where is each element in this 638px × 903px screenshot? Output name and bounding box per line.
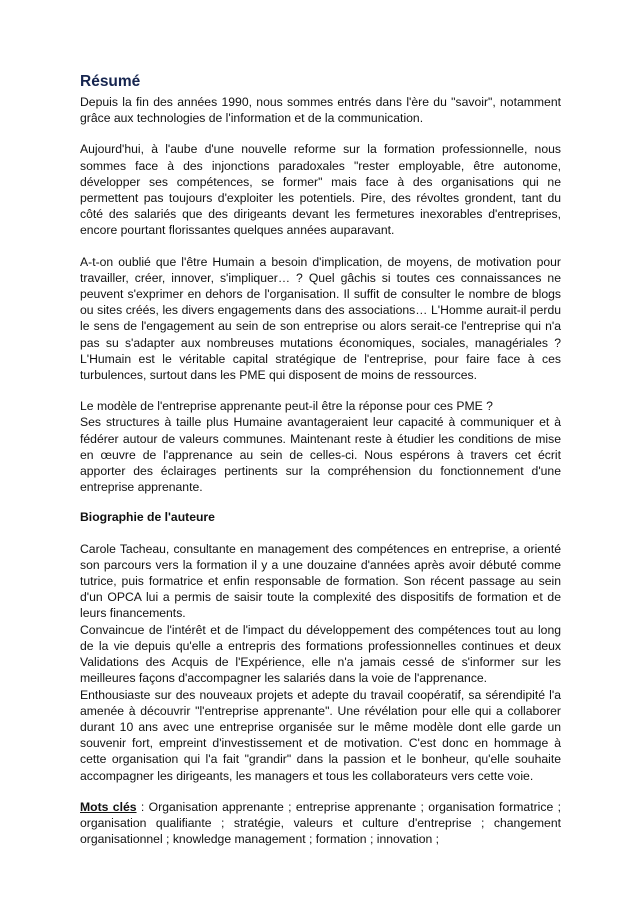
bio-paragraph-2: Convaincue de l'intérêt et de l'impact du développement des compétences tout au long de la vie depuis qu'elle a entrepris des formations professionnelles continues et deux Validations des Acquis de l'Expérience, elle n'a jamais cessé de s'informer sur les meilleures façons d'accompagner les salariés dans la voie de l'apprenance. [80, 622, 561, 686]
bio-paragraph-1: Carole Tacheau, consultante en management des compétences en entreprise, a orienté son parcours vers la formation il y a une douzaine d'années après avoir débuté comme tutrice, puis formatrice et enfin responsable de formation. Son récent passage au sein d'un OPCA lui a permis de saisir toute la complexité des dispositifs de formation et de leurs financements. [80, 541, 561, 621]
resume-paragraph-1: Depuis la fin des années 1990, nous sommes entrés dans l'ère du "savoir", notamment grâce aux technologies de l'information et de la communication. [80, 95, 561, 126]
resume-paragraph-2: Aujourd'hui, à l'aube d'une nouvelle reforme sur la formation professionnelle, nous sommes face à des injonctions paradoxales "rester employable, être autonome, développer ses compétences, se former" mais face à des organisations qui ne permettent pas toujours d'exploiter les potentiels. Pire, des révoltes grondent, tant du côté des salariés que des dirigeants devant les fermetures inexorables d'entreprises, encore pourtant florissantes quelques années auparavant. [80, 142, 561, 238]
resume-heading: Résumé [80, 73, 141, 90]
keywords-paragraph [80, 799, 561, 848]
bio-heading: Biographie de l'auteure [80, 510, 215, 525]
resume-paragraph-4: Ses structures à taille plus Humaine avantageraient leur capacité à communiquer et à fédérer autour de valeurs communes. Maintenant reste à étudier les conditions de mise en œuvre de l'apprenance au sein de celles-ci. Nous espérons à travers cet écrit apporter des éclairages pertinents sur la compréhension du fonctionnement d'une entreprise apprenante. [80, 415, 561, 495]
resume-paragraph-3: A-t-on oublié que l'être Humain a besoin d'implication, de moyens, de motivation pour travailler, créer, innover, s'impliquer… ? Quel gâchis si toutes ces connaissances ne peuvent s'exprimer en dehors de l'organisation. Il suffit de consulter le nombre de blogs ou sites créés, les divers engagements dans des associations… L'Homme aurait-il perdu le sens de l'engagement au sein de son entreprise ou alors serait-ce l'entreprise qui n'a pas su s'adapter aux nombreuses mutations économiques, sociales, managériales ? L'Humain est le véritable capital stratégique de l'entreprise, pour faire face à ces turbulences, surtout dans les PME qui disposent de moins de ressources. [80, 254, 561, 383]
keywords-label: Mots clés [80, 799, 137, 814]
document-page [80, 72, 561, 847]
resume-question: Le modèle de l'entreprise apprenante peut-il être la réponse pour ces PME ? [80, 399, 493, 414]
bio-paragraph-3: Enthousiaste sur des nouveaux projets et adepte du travail coopératif, sa sérendipité l'a amenée à découvrir "l'entreprise apprenante". Une révélation pour elle qui a collaborer durant 10 ans avec une entreprise organisée sur le même modèle dont elle garde un souvenir fort, empreint d'investissement et de motivation. C'est donc en hommage à cette organisation qui l'a fait "grandir" dans la passion et le bonheur, qu'elle souhaite accompagner les dirigeants, les managers et tous les collaborateurs vers cette voie. [80, 687, 561, 783]
keywords-text: : Organisation apprenante ; entreprise apprenante ; organisation formatrice ; organisation qualifiante ; stratégie, valeurs et culture d'entreprise ; changement organisationnel ; knowledge management ; formation ; innovation ; [80, 799, 561, 847]
